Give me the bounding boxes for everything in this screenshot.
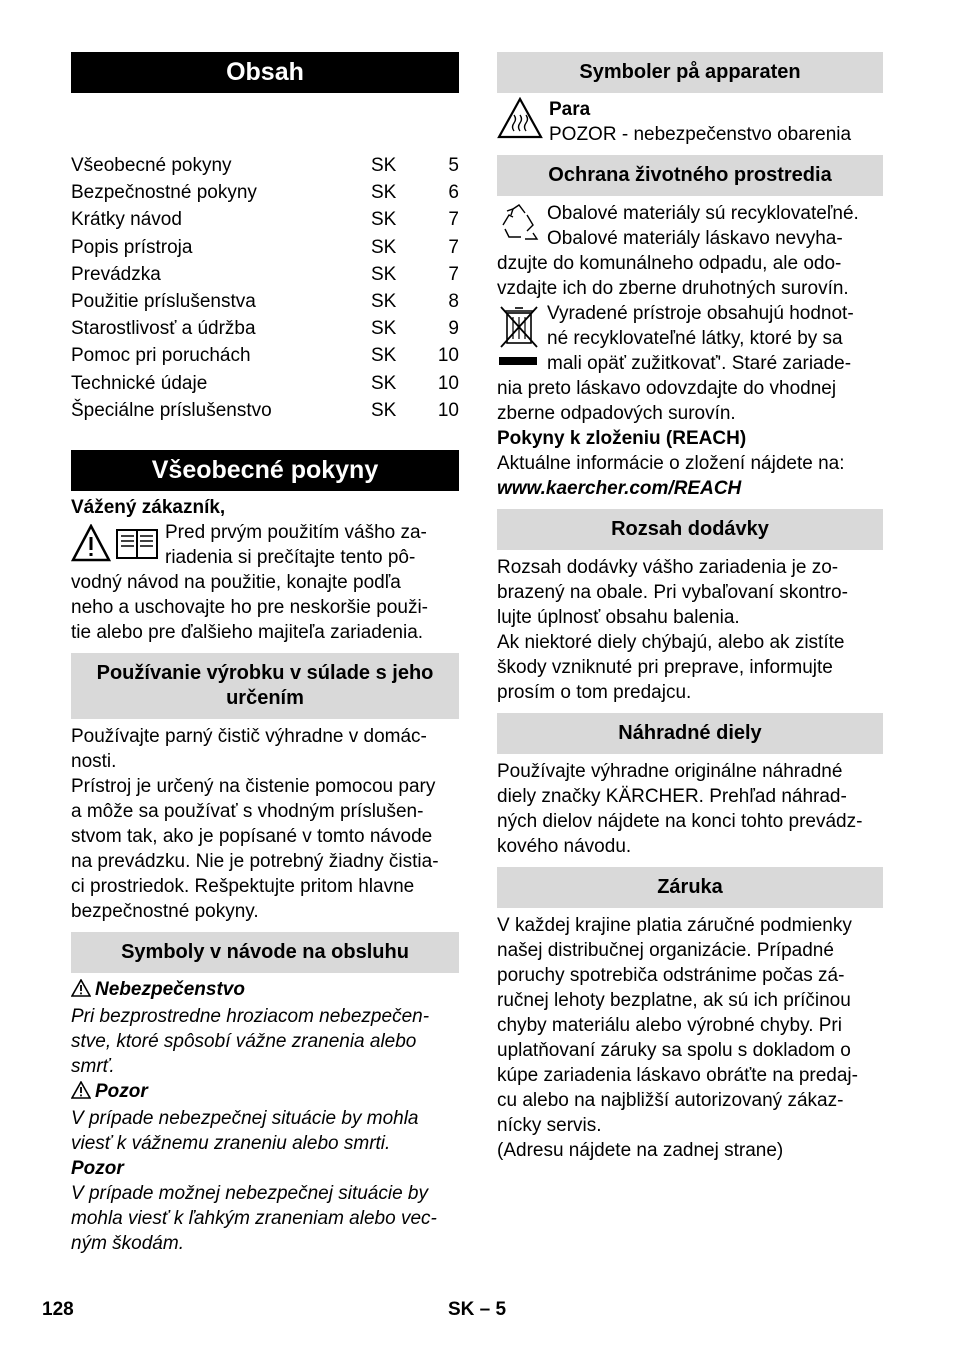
danger-title: Nebezpečenstvo (95, 978, 245, 1000)
toc-row[interactable] (71, 288, 459, 315)
toc-entry-page: 10 (437, 345, 459, 367)
weee-line: né recyklovateľné látky, ktoré by sa (547, 328, 843, 349)
toc-entry-lang: SK (371, 399, 397, 421)
scope-line: lujte úplnosť obsahu balenia. (497, 607, 740, 628)
warranty-line: našej distribučnej organizácie. Prípadné (497, 940, 834, 961)
toc-entry-lang: SK (371, 345, 397, 367)
general-line: Pred prvým použitím vášho za- (165, 521, 427, 543)
caution-title: Pozor (71, 1157, 124, 1179)
reach-text: Aktuálne informácie o zložení nájdete na: (497, 453, 845, 474)
toc-entry-lang: SK (371, 209, 397, 231)
general-line: tie alebo pre ďalšieho majiteľa zariadenia. (71, 621, 424, 643)
warranty-line: uplatňovaní záruky sa spolu s dokladom o (497, 1040, 851, 1061)
device-symbols-heading: Symboler på apparaten (497, 52, 883, 93)
warranty-text (497, 913, 883, 1163)
recycling-line: Obalové materiály sú recyklovateľné. (547, 203, 859, 224)
intended-use-line: stvom tak, ako je popísané v tomto návode (71, 825, 433, 847)
toc-row[interactable] (71, 234, 459, 261)
toc-row[interactable] (71, 315, 459, 342)
toc-row[interactable] (71, 370, 459, 397)
intended-use-text (71, 724, 459, 924)
toc-entry-title: Špeciálne príslušenstvo (71, 399, 272, 421)
toc-entry-page: 7 (448, 209, 459, 231)
warranty-line: V každej krajine platia záručné podmienky (497, 915, 852, 936)
recycling-icon (497, 203, 541, 250)
weee-line: zberne odpadových surovín. (497, 403, 736, 424)
recycling-text (497, 201, 883, 301)
toc-entry-title: Krátky návod (71, 209, 182, 231)
table-of-contents (71, 152, 459, 424)
spare-line: ných dielov nájdete na konci tohto prevádz- (497, 811, 863, 832)
toc-entry-page: 10 (437, 372, 459, 394)
toc-row[interactable] (71, 261, 459, 288)
steam-title: Para (549, 99, 591, 120)
scope-heading: Rozsah dodávky (497, 509, 883, 550)
spare-parts-text (497, 759, 883, 859)
warning-manual-icon (71, 524, 159, 569)
toc-heading: Obsah (71, 52, 459, 93)
caution-line: V prípade možnej nebezpečnej situácie by (71, 1182, 429, 1204)
scope-line: škody vzniknuté pri preprave, informujte (497, 657, 833, 678)
weee-text (497, 301, 883, 426)
general-heading: Všeobecné pokyny (71, 450, 459, 491)
intended-use-line: na prevádzku. Nie je potrebný žiadny čistia- (71, 850, 439, 872)
toc-entry-title: Technické údaje (71, 372, 208, 394)
recycling-line: dzujte do komunálneho odpadu, ale odo- (497, 253, 842, 274)
scope-line: Ak niektoré diely chýbajú, alebo ak zistíte (497, 632, 845, 653)
warning-line: V prípade nebezpečnej situácie by mohla (71, 1107, 419, 1129)
toc-entry-lang: SK (371, 372, 397, 394)
toc-entry-lang: SK (371, 155, 397, 176)
weee-line: mali opäť zužitkovať'. Staré zariade- (547, 353, 852, 374)
steam-warning (497, 97, 883, 147)
toc-entry-page: 7 (448, 263, 459, 285)
section-page: SK – 5 (448, 1299, 507, 1320)
toc-entry-page: 10 (437, 399, 459, 421)
toc-entry-title: Prevádzka (71, 263, 161, 285)
warranty-line: ručnej lehoty bezplatne, ak sú ich príčinou (497, 990, 851, 1011)
intended-use-line: a môže sa používať s vhodným príslušen- (71, 800, 424, 822)
reach-title: Pokyny k zloženiu (REACH) (497, 428, 747, 449)
toc-entry-lang: SK (371, 318, 397, 340)
toc-entry-title: Použitie príslušenstva (71, 290, 256, 312)
crossed-bin-icon (497, 303, 541, 376)
intended-use-heading: Používanie výrobku v súlade s jeho určením (71, 653, 459, 719)
scope-line: Rozsah dodávky vášho zariadenia je zo- (497, 557, 839, 578)
warranty-line: nícky servis. (497, 1115, 602, 1136)
danger-title-row (71, 977, 459, 1004)
toc-entry-page: 6 (448, 182, 459, 204)
hot-steam-icon (497, 97, 543, 146)
warranty-line: cu alebo na najbližší autorizovaný zákaz- (497, 1090, 844, 1111)
general-line: neho a uschovajte ho pre neskoršie použi- (71, 596, 429, 618)
danger-line: stve, ktoré spôsobí vážne zranenia alebo (71, 1030, 417, 1052)
toc-row[interactable] (71, 179, 459, 206)
warranty-line: chyby materiálu alebo výrobné chyby. Pri (497, 1015, 842, 1036)
intended-use-line: nosti. (71, 750, 117, 772)
general-line: riadenia si prečítajte tento pô- (165, 546, 416, 568)
recycling-line: vzdajte ich do zberne druhotných surovín. (497, 278, 849, 299)
general-line: vodný návod na použitie, konajte podľa (71, 571, 401, 593)
warranty-line: kúpe zariadenia láskavo obráťte na predaj- (497, 1065, 858, 1086)
toc-entry-lang: SK (371, 263, 397, 285)
intended-use-line: Prístroj je určený na čistenie pomocou pary (71, 775, 436, 797)
toc-entry-page: 9 (448, 318, 459, 340)
toc-entry-title: Popis prístroja (71, 236, 193, 258)
steam-text: POZOR - nebezpečenstvo obarenia (549, 124, 852, 145)
scope-line: brazený na obale. Pri vybaľovaní skontro- (497, 582, 848, 603)
warning-triangle-icon (71, 1081, 91, 1106)
spare-parts-heading: Náhradné diely (497, 713, 883, 754)
spare-line: diely značky KÄRCHER. Prehľad náhrad- (497, 786, 847, 807)
toc-entry-lang: SK (371, 290, 397, 312)
intended-use-line: bezpečnostné pokyny. (71, 900, 259, 922)
warning-title-row (71, 1079, 459, 1106)
intended-use-line: Používajte parný čistič výhradne v domác- (71, 725, 427, 747)
right-column (497, 52, 883, 1163)
toc-row[interactable] (71, 152, 459, 179)
danger-line: Pri bezprostredne hroziacom nebezpečen- (71, 1005, 430, 1027)
danger-line: smrť. (71, 1055, 115, 1077)
caution-line: ným škodám. (71, 1232, 184, 1254)
spare-line: Používajte výhradne originálne náhradné (497, 761, 843, 782)
warning-line: viesť k vážnemu zraneniu alebo smrti. (71, 1132, 391, 1154)
page-number: 128 (42, 1299, 74, 1320)
toc-entry-title: Všeobecné pokyny (71, 155, 232, 176)
symbols-section (71, 977, 459, 1256)
toc-entry-lang: SK (371, 236, 397, 258)
toc-entry-lang: SK (371, 182, 397, 204)
intended-use-line: ci prostriedok. Rešpektujte pritom hlavne (71, 875, 415, 897)
warning-triangle-icon (71, 979, 91, 1004)
warranty-heading: Záruka (497, 867, 883, 908)
toc-row[interactable] (71, 397, 459, 424)
left-column (71, 52, 459, 1256)
reach-link[interactable]: www.kaercher.com/REACH (497, 478, 742, 499)
spare-line: kového návodu. (497, 836, 632, 857)
dear-customer: Vážený zákazník, (71, 496, 226, 518)
toc-entry-page: 5 (448, 155, 459, 176)
weee-line: nia preto láskavo odovzdajte do vhodnej (497, 378, 837, 399)
warning-title: Pozor (95, 1080, 148, 1102)
symbols-heading: Symboly v návode na obsluhu (71, 932, 459, 973)
scope-line: prosím o tom predajcu. (497, 682, 692, 703)
warranty-line: poruchy spotrebiča odstránime počas zá- (497, 965, 845, 986)
toc-row[interactable] (71, 342, 459, 369)
warranty-line: (Adresu nájdete na zadnej strane) (497, 1140, 784, 1161)
toc-entry-page: 7 (448, 236, 459, 258)
toc-entry-title: Pomoc pri poruchách (71, 345, 251, 367)
toc-entry-title: Starostlivosť a údržba (71, 318, 256, 340)
weee-line: Vyradené prístroje obsahujú hodnot- (547, 303, 854, 324)
scope-text (497, 555, 883, 705)
environment-heading: Ochrana životného prostredia (497, 155, 883, 196)
toc-entry-title: Bezpečnostné pokyny (71, 182, 257, 204)
caution-line: mohla viesť k ľahkým zraneniam alebo vec- (71, 1207, 437, 1229)
toc-entry-page: 8 (448, 290, 459, 312)
recycling-line: Obalové materiály láskavo nevyha- (547, 228, 843, 249)
toc-row[interactable] (71, 206, 459, 233)
general-instructions (71, 520, 459, 645)
